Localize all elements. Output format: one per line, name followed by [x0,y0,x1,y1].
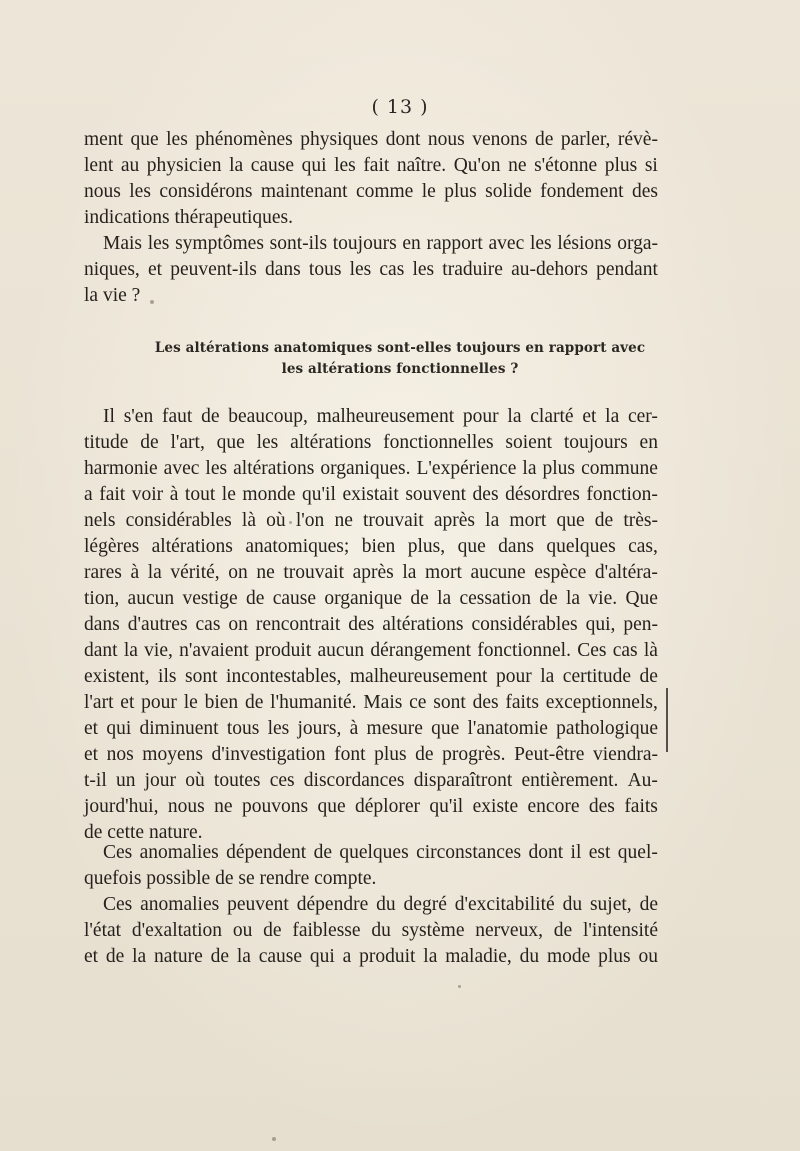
text-line: jourd'hui, nous ne pouvons que déplorer qu'il existe encore des faits [84,796,658,817]
paper-speck [289,521,292,524]
text-line: et nos moyens d'investigation font plus de progrès. Peut-être viendra- [84,744,658,765]
text-line: rares à la vérité, on ne trouvait après la mort aucune espèce d'altéra- [84,562,658,583]
text-line: existent, ils sont incontestables, malheureusement pour la certitude de [84,666,658,687]
text-line: Ces anomalies dépendent de quelques circonstances dont il est quel- [103,842,658,863]
paragraph-main [84,404,658,846]
text-line: dant la vie, n'avaient produit aucun dérangement fonctionnel. Ces cas là [84,640,658,661]
text-line: lent au physicien la cause qui les fait naître. Qu'on ne s'étonne plus si [84,155,658,176]
text-line: et qui diminuent tous les jours, à mesure que l'anatomie pathologique [84,718,658,739]
text-line: t-il un jour où toutes ces discordances disparaîtront entièrement. Au- [84,770,658,791]
paper-speck [458,985,461,988]
paper-speck [272,1137,276,1141]
paragraph-anomalies-intro [84,840,658,892]
text-line: nels considérables là où l'on ne trouvait après la mort que de très- [84,510,658,531]
paragraph-anomalies-causes [84,892,658,970]
text-line: Ces anomalies peuvent dépendre du degré d'excitabilité du sujet, de [103,894,658,915]
section-heading-line-2: les altérations fonctionnelles ? [281,361,519,377]
text-line: niques, et peuvent-ils dans tous les cas les traduire au-dehors pendant [84,259,658,280]
text-line: l'art et pour le bien de l'humanité. Mais ce sont des faits exceptionnels, [84,692,658,713]
text-line: indications thérapeutiques. [84,207,294,228]
text-line: a fait voir à tout le monde qu'il existait souvent des désordres fonction- [84,484,658,505]
text-line: ment que les phénomènes physiques dont nous venons de parler, révè- [84,129,658,150]
text-line: quefois possible de se rendre compte. [84,868,377,889]
paper-speck [150,300,154,304]
text-line: dans d'autres cas on rencontrait des altérations considérables qui, pen- [84,614,658,635]
text-line: tion, aucun vestige de cause organique de la cessation de la vie. Que [84,588,658,609]
page-number: ( 13 ) [371,96,429,118]
text-line: Mais les symptômes sont-ils toujours en rapport avec les lésions orga- [103,233,658,254]
text-line: l'état d'exaltation ou de faiblesse du système nerveux, de l'intensité [84,920,658,941]
section-heading-line-1: Les altérations anatomiques sont-elles toujours en rapport avec [154,340,646,356]
text-line: légères altérations anatomiques; bien plus, que dans quelques cas, [84,536,658,557]
paragraph-continuation [84,127,658,231]
text-line: et de la nature de la cause qui a produit la maladie, du mode plus ou [84,946,658,967]
text-line: la vie ? [84,285,141,306]
paragraph-question [84,231,658,309]
text-line: Il s'en faut de beaucoup, malheureusement pour la clarté et la cer- [103,406,658,427]
text-line: harmonie avec les altérations organiques. L'expérience la plus commune [84,458,658,479]
text-line: de cette nature. [84,822,203,843]
text-line: titude de l'art, que les altérations fonctionnelles soient toujours en [84,432,658,453]
text-line: nous les considérons maintenant comme le plus solide fondement des [84,181,658,202]
margin-pencil-mark [666,688,668,752]
